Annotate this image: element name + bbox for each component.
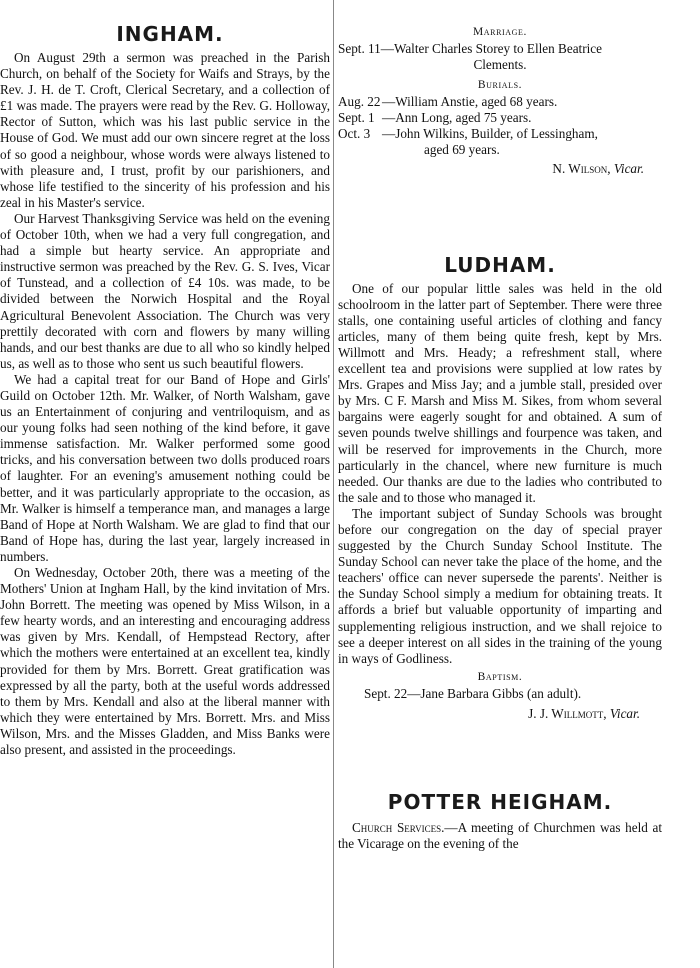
column-divider	[333, 0, 334, 968]
burial-text: —John Wilkins, Builder, of Lessingham,	[382, 126, 598, 142]
burial-entry	[338, 126, 662, 142]
ingham-signature	[338, 161, 662, 177]
burial-text: —William Anstie, aged 68 years.	[382, 94, 558, 110]
ludham-paragraph-2: The important subject of Sunday Schools was brought before our congregation on the day of special prayer suggested by the Church Sunday School Institute. The Sunday School can never take the place of the home, and the teachers' office can never supersede the parents'. Neither is the Sunday School simply a medium for obtaining treats. It affords a brief but valuable opportunity of imparting and supplementing religious instruction, and we shall rejoice to see a deeper interest on all sides in the training of the young in ways of Godliness.	[338, 505, 662, 666]
burials-list	[338, 94, 662, 158]
potter-heigham-text: —A meeting of Churchmen was held at the Vicarage on the evening of the	[338, 819, 662, 851]
marriage-date: Sept. 11	[338, 41, 381, 56]
burial-text: —Ann Long, aged 75 years.	[382, 110, 532, 126]
ludham-paragraph-1: One of our popular little sales was held in the old schoolroom in the latter part of September. There were three stalls, one containing useful articles of clothing and fancy articles, many of them being quite fresh, kept by Mrs. Willmott and Mrs. Heady; a refreshment stall, where excellent tea and provisions were supplied at low rates by Mrs. Grapes and Miss Jay; and a jumble stall, presided over by Mrs. C F. Marsh and Miss M. Sikes, from whom several bargains were eagerly sought for and obtained. A sum of seven pounds twelve shillings and fourpence was taken, and will be reserved for improvements in the Church, more particularly in the chancel, where new furniture is much needed. Our thanks are due to the ladies who contributed to the sale and to those who managed it.	[338, 280, 662, 505]
marriage-entry	[338, 41, 662, 57]
right-column	[338, 0, 662, 852]
potter-heigham-title: POTTER HEIGHAM.	[387, 789, 613, 814]
burial-entry	[338, 94, 662, 110]
ingham-paragraph-4: On Wednesday, October 20th, there was a meeting of the Mothers' Union at Ingham Hall, by the kind invitation of Mrs. John Borrett. The meeting was opened by Miss Wilson, in a few hearty words, and an interesting and encouraging address was given by Mrs. Kendall, of Hempstead Rectory, after which the mothers were entertained at an excellent tea, kindly provided for them by Mrs. Borrett. Great gratification was expressed by all the party, both at the useful words addressed to them by Mrs. Kendall and also at the liberal manner with which they were entertained by Mrs. Borrett. Mrs. and Miss Wilson, Mrs. and the Misses Gladden, and Miss Banks were also present, and assisted in the proceedings.	[0, 565, 330, 758]
signature-name: N. Wilson,	[552, 160, 611, 176]
ingham-paragraph-2: Our Harvest Thanksgiving Service was held on the evening of October 10th, when we had a very full congregation, and had a simple but hearty service. An appropriate and instructive sermon was preached by the Rev. G. S. Ives, Vicar of Tunstead, and a collection of £4 10s. was made, to be divided between the Norwich Hospital and the Royal Agricultural Benevolent Association. The Church was very prettily decorated with corn and flowers by many willing hands, and our best thanks are due to all who so kindly helped us, as well as to those who sent us such beautiful flowers.	[0, 210, 330, 371]
potter-heigham-paragraph	[338, 820, 662, 852]
signature-role: Vicar.	[613, 160, 644, 176]
signature-name: J. J. Willmott,	[528, 705, 607, 721]
marriage-text: —Walter Charles Storey to Ellen Beatrice	[380, 41, 602, 56]
ingham-title: INGHAM.	[116, 22, 224, 46]
burial-entry-continued: aged 69 years.	[424, 142, 500, 158]
ingham-paragraph-3: We had a capital treat for our Band of Hope and Girls' Guild on October 12th. Mr. Walker, of North Walsham, gave us an Entertainment of conjuring and ventriloquism, and as our young folks had seen nothing of the kind before, it gave immense satisfaction. Mr. Walker performed some good tricks, and his conversation between two dolls produced roars of laughter. For an evening's amusement nothing could be better, and it was particularly appropriate to the occasion, as Mr. Walker is himself a temperance man, and manages a large Band of Hope at North Walsham. We are glad to find that our Band of Hope has, during the last year, largely increased in numbers.	[0, 371, 330, 564]
burial-entry	[338, 110, 662, 126]
ludham-title: LUDHAM.	[444, 252, 556, 277]
marriage-heading: Marriage.	[472, 26, 528, 38]
ingham-paragraph-1: On August 29th a sermon was preached in the Parish Church, on behalf of the Society for Waifs and Strays, by the Rev. J. H. de T. Croft, Clerical Secretary, and a collection of £1 was made. The prayers were read by the Rev. G. Holloway, Rector of Sutton, which was his last public service in the House of God. We must add our own sincere regret at the loss of so good a neighbour, whose words were always listened to with pleasure and, I trust, profit by our parishioners, and whose life testified to the sincerity of his profession and his zeal in his Master's service.	[0, 50, 330, 210]
burial-date: Oct. 3	[338, 126, 371, 142]
marriage-entry-continued: Clements.	[473, 57, 527, 73]
burial-date: Sept. 1	[338, 110, 375, 126]
burials-heading: Burials.	[477, 79, 523, 92]
baptism-heading: Baptism.	[477, 670, 523, 683]
burial-date: Aug. 22	[338, 94, 381, 110]
church-services-lead: Church Services.	[352, 819, 445, 835]
left-column	[0, 0, 330, 758]
baptism-entry: Sept. 22—Jane Barbara Gibbs (an adult).	[364, 685, 582, 701]
ludham-signature	[338, 706, 662, 722]
signature-role: Vicar.	[609, 705, 640, 721]
